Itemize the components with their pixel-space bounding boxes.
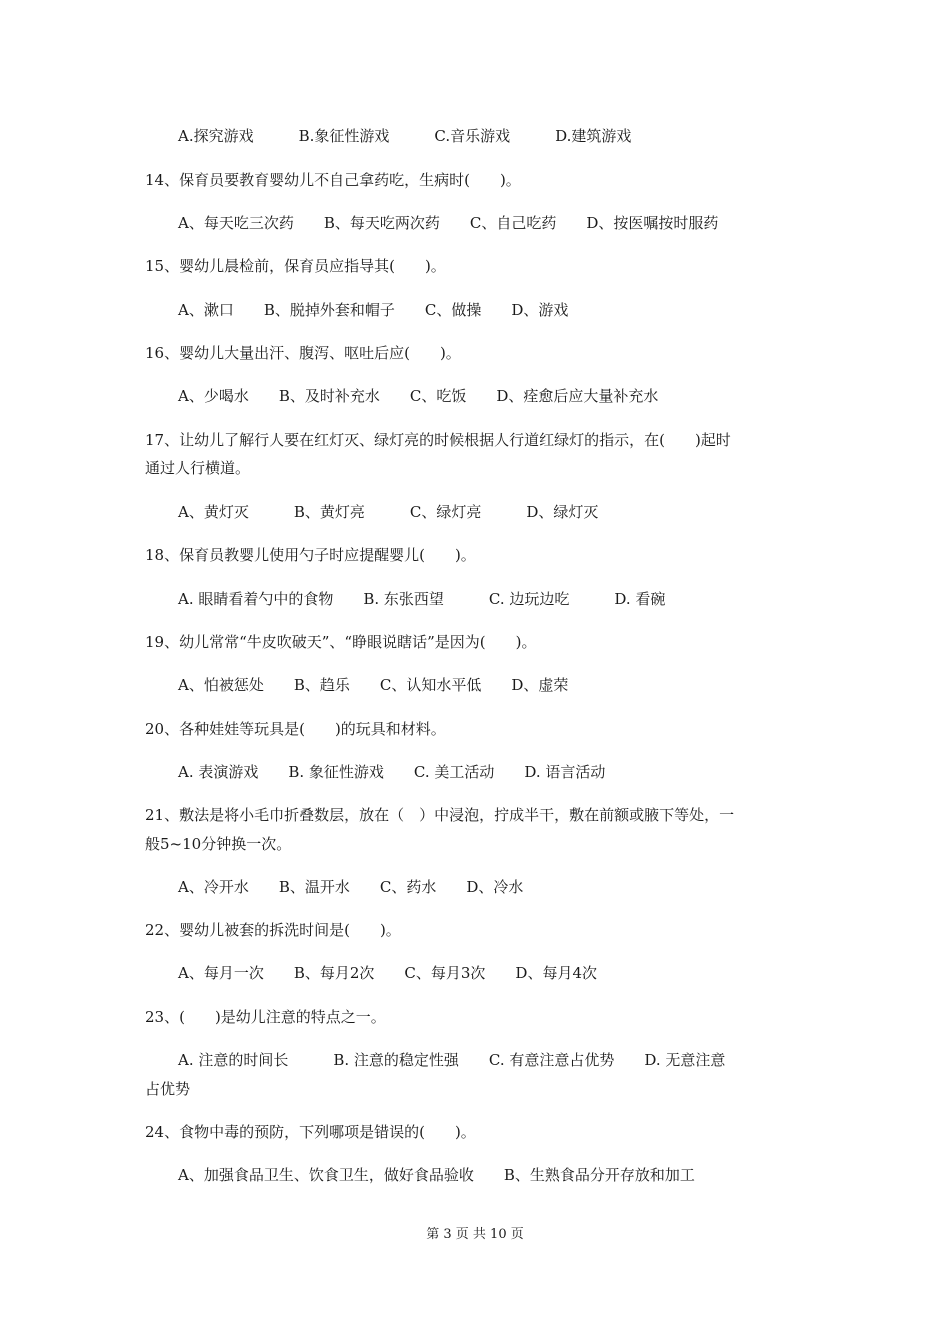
- q13-options: A.探究游戏 B.象征性游戏 C.音乐游戏 D.建筑游戏: [178, 127, 632, 145]
- q14-stem: 14、保育员要教育婴幼儿不自己拿药吃，生病时( )。: [145, 171, 521, 189]
- q16-stem: 16、婴幼儿大量出汗、腹泻、呕吐后应( )。: [145, 344, 461, 362]
- q18-stem: 18、保育员教婴儿使用勺子时应提醒婴儿( )。: [145, 546, 476, 564]
- q19-stem: 19、幼儿常常“牛皮吹破天”、“睁眼说瞎话”是因为( )。: [145, 633, 537, 651]
- page-footer: 第 3 页 共 10 页: [426, 1227, 524, 1242]
- q16-options: A、少喝水 B、及时补充水 C、吃饭 D、痊愈后应大量补充水: [178, 387, 659, 405]
- q19-options: A、怕被惩处 B、趋乐 C、认知水平低 D、虚荣: [178, 676, 569, 694]
- q23-options-continued: 占优势: [145, 1080, 191, 1098]
- q21-stem-continued: 般5~10分钟换一次。: [145, 835, 292, 853]
- q23-options: A. 注意的时间长 B. 注意的稳定性强 C. 有意注意占优势 D. 无意注意: [178, 1051, 726, 1069]
- q20-stem: 20、各种娃娃等玩具是( )的玩具和材料。: [145, 720, 446, 738]
- q22-stem: 22、婴幼儿被套的拆洗时间是( )。: [145, 921, 401, 939]
- q21-stem: 21、敷法是将小毛巾折叠数层，放在（ ）中浸泡，拧成半干，敷在前额或腋下等处，一: [145, 806, 735, 824]
- q17-stem: 17、让幼儿了解行人要在红灯灭、绿灯亮的时候根据人行道红绿灯的指示，在( )起时: [145, 431, 731, 449]
- q24-options: A、加强食品卫生、饮食卫生，做好食品验收 B、生熟食品分开存放和加工: [178, 1166, 695, 1184]
- q15-options: A、漱口 B、脱掉外套和帽子 C、做操 D、游戏: [178, 301, 569, 319]
- q21-options: A、冷开水 B、温开水 C、药水 D、冷水: [178, 878, 524, 896]
- q24-stem: 24、食物中毒的预防，下列哪项是错误的( )。: [145, 1123, 476, 1141]
- q15-stem: 15、婴幼儿晨检前，保育员应指导其( )。: [145, 257, 446, 275]
- q18-options: A. 眼睛看着勺中的食物 B. 东张西望 C. 边玩边吃 D. 看碗: [178, 590, 666, 608]
- q20-options: A. 表演游戏 B. 象征性游戏 C. 美工活动 D. 语言活动: [178, 763, 606, 781]
- q17-options: A、黄灯灭 B、黄灯亮 C、绿灯亮 D、绿灯灭: [178, 503, 599, 521]
- q23-stem: 23、( )是幼儿注意的特点之一。: [145, 1008, 386, 1026]
- q22-options: A、每月一次 B、每月2次 C、每月3次 D、每月4次: [178, 964, 597, 982]
- q14-options: A、每天吃三次药 B、每天吃两次药 C、自己吃药 D、按医嘱按时服药: [178, 214, 719, 232]
- q17-stem-continued: 通过人行横道。: [145, 459, 251, 477]
